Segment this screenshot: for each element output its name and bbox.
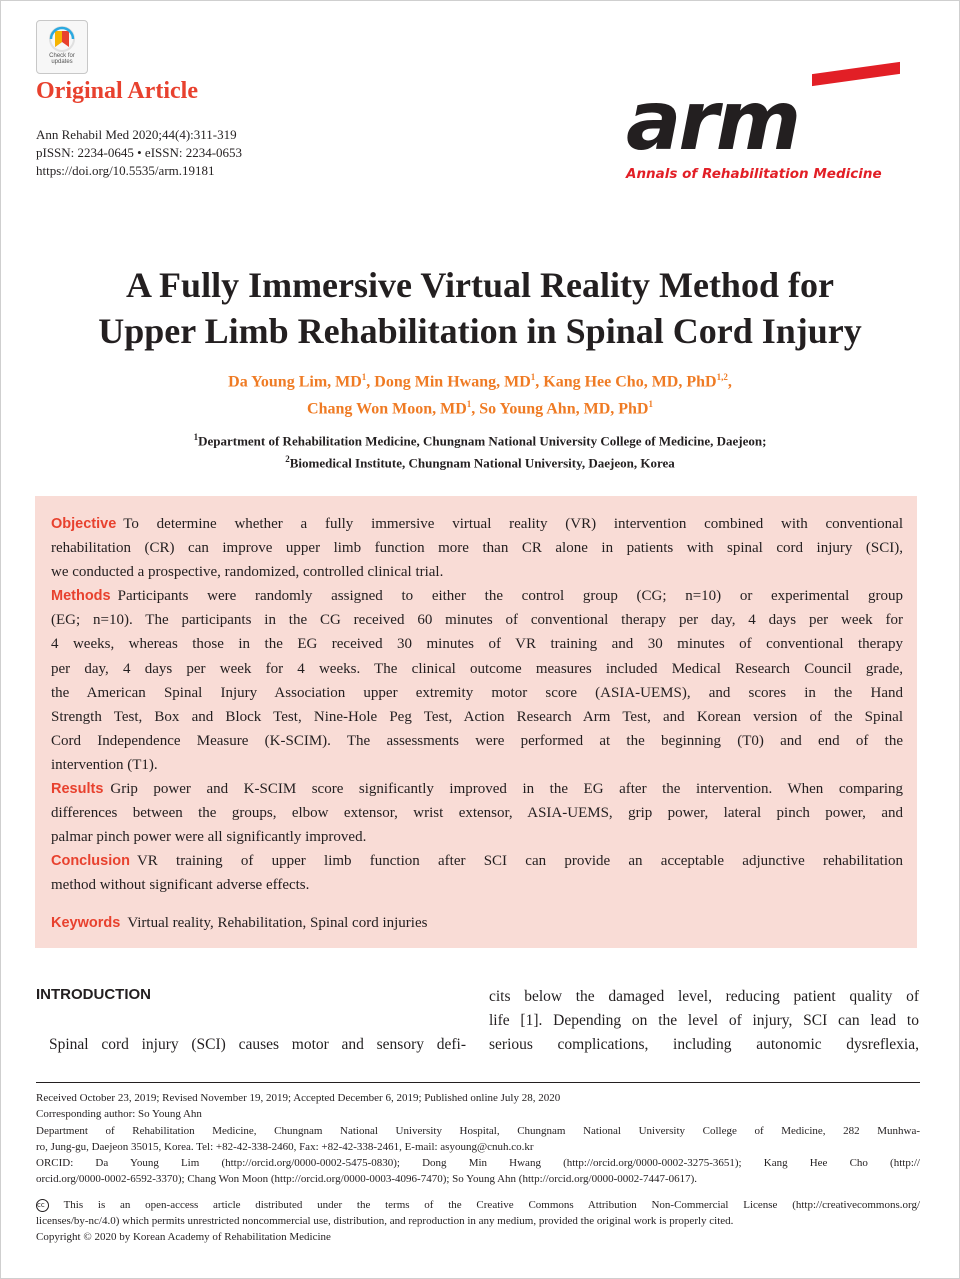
affiliations	[0, 428, 960, 473]
author-line-2: Chang Won Moon, $MD^1$, So Young Ahn, MD, PhD$^1$	[307, 399, 653, 418]
doi-link[interactable]: https://doi.org/10.5535/arm.19181	[36, 163, 215, 178]
keywords-heading: Keywords	[51, 915, 121, 931]
logo-journal-name: Annals of Rehabilitation Medicine	[626, 166, 882, 182]
author-line-1: Da Young Lim, $MD^1$, Dong Min Hwang, $MD^1$, Kang Hee Cho, MD, PhD$^{1,2}$,	[228, 372, 732, 391]
orcid-line[interactable]: ORCID: Da Young Lim (http://orcid.org/0000-0002-5475-0830); Dong Min Hwang (http://orcid.org/0000-0002-3275-3651); Kang Hee Cho (http://	[36, 1157, 920, 1170]
abstract-text: Grip power and K-SCIM score significantly improved in the EG after the intervention. When comparing	[110, 781, 903, 798]
author-list	[0, 366, 960, 421]
abstract-text: VR training of upper limb function after SCI can provide an acceptable adjunctive rehabilitation	[136, 853, 903, 870]
author-name: Da Young Lim, MD	[228, 373, 362, 391]
logo-accent-bar	[812, 62, 900, 86]
affiliation-2	[0, 450, 960, 472]
abstract-line	[51, 777, 903, 801]
body-line: serious complications, including autonomic dysreflexia,	[489, 1036, 919, 1053]
affiliation-1	[0, 428, 960, 450]
abstract-line: per day, 4 days per week for 4 weeks. The clinical outcome measures included Medical Research Council grade,	[51, 660, 903, 677]
body-line: cits below the damaged level, reducing patient quality of	[489, 988, 919, 1005]
methods-heading: Methods	[51, 588, 111, 605]
check-for-updates-icon	[47, 25, 77, 53]
article-type: Original Article	[36, 78, 198, 104]
author-affil-mark: 1,2	[716, 372, 728, 382]
citation: Ann Rehabil Med 2020;44(4):311-319	[36, 127, 237, 142]
body-line: life [1]. Depending on the level of injury, SCI can lead to	[489, 1012, 919, 1029]
logo-wordmark: arm	[626, 74, 799, 169]
abstract-text: Participants were randomly assigned to either the control group (CG; n=10) or experimental group	[117, 588, 903, 605]
author-affil-mark: 1	[361, 372, 367, 382]
check-for-updates-badge[interactable]	[36, 20, 88, 74]
abstract-line: Strength Test, Box and Block Test, Nine-Hole Peg Test, Action Research Arm Test, and Korean version of the Spinal	[51, 708, 903, 725]
affil-text: Department of Rehabilitation Medicine, Chungnam National University College of Medicine, Daejeon;	[198, 433, 767, 449]
journal-logo	[600, 62, 920, 192]
conclusion-heading: Conclusion	[51, 853, 130, 870]
abstract-line: 4 weeks, whereas those in the EG received 30 minutes of VR training and 30 minutes of conventional therapy	[51, 636, 903, 653]
abstract-line	[51, 584, 903, 608]
author-name: Chang Won Moon, MD	[307, 400, 467, 418]
abstract-text: To determine whether a fully immersive virtual reality (VR) intervention combined with conventional	[123, 516, 903, 532]
badge-text-line1: Check for	[49, 53, 75, 59]
address-line: Department of Rehabilitation Medicine, Chungnam National University Hospital, Chungnam National University College of Medicine, 282 Munhwa-	[36, 1124, 920, 1137]
license-text: This is an open-access article distributed under the terms of the Creative Commons Attribution Non-Commercial License (http://creativecommons.org/	[63, 1198, 920, 1211]
abstract-box	[35, 496, 917, 948]
orcid-line[interactable]: orcid.org/0000-0002-6592-3370); Chang Won Moon (http://orcid.org/0000-0003-4096-7470); So Young Ahn (http://orcid.org/0000-0002-7447-0617).	[36, 1173, 698, 1186]
section-heading-introduction: INTRODUCTION	[36, 986, 151, 1003]
abstract-line: (EG; n=10). The participants in the CG received 60 minutes of conventional therapy per day, 4 days per week for	[51, 612, 903, 629]
corresponding-author: Corresponding author: So Young Ahn	[36, 1108, 202, 1121]
journal-meta	[36, 126, 242, 180]
abstract-line: differences between the groups, elbow extensor, wrist extensor, ASIA-UEMS, grip power, lateral pinch power, and	[51, 805, 903, 822]
right-column	[489, 985, 919, 1057]
author-name: Kang Hee Cho, MD, PhD	[543, 373, 717, 391]
title-line-2: Upper Limb Rehabilitation in Spinal Cord Injury	[98, 311, 862, 351]
author-name: Dong Min Hwang, MD	[374, 373, 531, 391]
abstract-line: palmar pinch power were all significantly improved.	[51, 829, 367, 846]
abstract-line: Cord Independence Measure (K-SCIM). The assessments were performed at the beginning (T0) and end of the	[51, 732, 903, 749]
footer-notes	[36, 1090, 920, 1246]
article-title	[0, 262, 960, 354]
abstract-body	[51, 512, 903, 898]
badge-text-line2: updates	[51, 59, 73, 65]
abstract-line: we conducted a prospective, randomized, controlled clinical trial.	[51, 564, 444, 581]
footer-divider	[36, 1082, 920, 1083]
body-line: Spinal cord injury (SCI) causes motor and sensory defi-	[49, 1036, 466, 1053]
abstract-line: the American Spinal Injury Association upper extremity motor score (ASIA-UEMS), and scores in the Hand	[51, 684, 903, 701]
copyright: Copyright © 2020 by Korean Academy of Rehabilitation Medicine	[36, 1231, 331, 1244]
license-line	[36, 1197, 920, 1213]
affil-mark: 2	[285, 454, 290, 465]
license-line: licenses/by-nc/4.0) which permits unrestricted noncommercial use, distribution, and reproduction in any medium, provided the original work is properly cited.	[36, 1215, 734, 1228]
keywords	[51, 915, 427, 932]
abstract-line: rehabilitation (CR) can improve upper limb function more than CR alone in patients with spinal cord injury (SCI),	[51, 540, 903, 557]
abstract-line: intervention (T1).	[51, 756, 158, 773]
author-name: So Young Ahn, MD, PhD	[479, 400, 649, 418]
issn: pISSN: 2234-0645 • eISSN: 2234-0653	[36, 145, 243, 160]
author-affil-mark: 1	[530, 372, 536, 382]
address-line: ro, Jung-gu, Daejeon 35015, Korea. Tel: +82-42-338-2460, Fax: +82-42-338-2461, E-mail: asyoung@cnuh.co.kr	[36, 1140, 534, 1153]
footer-spacer	[36, 1188, 920, 1197]
results-heading: Results	[51, 781, 104, 798]
abstract-line: method without significant adverse effects.	[51, 877, 310, 894]
abstract-line	[51, 849, 903, 873]
keywords-text: Virtual reality, Rehabilitation, Spinal cord injuries	[127, 915, 428, 931]
objective-heading: Objective	[51, 516, 117, 532]
title-line-1: A Fully Immersive Virtual Reality Method for	[126, 265, 834, 305]
affil-text: Biomedical Institute, Chungnam National University, Daejeon, Korea	[289, 455, 675, 471]
abstract-line	[51, 512, 903, 536]
author-affil-mark: 1	[648, 399, 653, 410]
article-dates: Received October 23, 2019; Revised November 19, 2019; Accepted December 6, 2019; Published online July 28, 2020	[36, 1092, 561, 1104]
left-column	[36, 1033, 466, 1057]
creative-commons-icon: cc	[36, 1199, 49, 1212]
author-affil-mark: 1	[466, 399, 472, 410]
affil-mark: 1	[193, 432, 199, 442]
